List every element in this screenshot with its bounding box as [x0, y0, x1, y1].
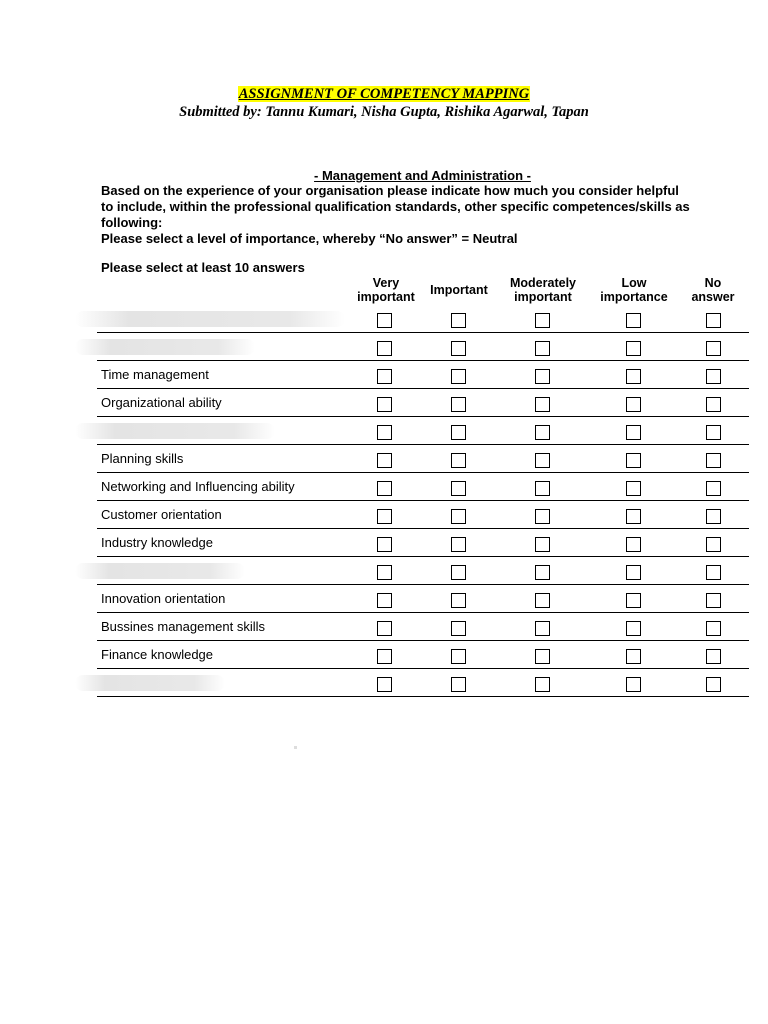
checkbox-moderately-important[interactable] [535, 425, 550, 440]
table-row [97, 613, 749, 641]
checkbox-moderately-important[interactable] [535, 509, 550, 524]
instruction: Please select at least 10 answers [101, 260, 305, 275]
checkbox-no-answer[interactable] [706, 313, 721, 328]
checkbox-important[interactable] [451, 649, 466, 664]
checkbox-moderately-important[interactable] [535, 649, 550, 664]
checkbox-very-important[interactable] [377, 369, 392, 384]
checkbox-no-answer[interactable] [706, 453, 721, 468]
col-header-very-important: Very important [357, 276, 415, 304]
checkbox-low-importance[interactable] [626, 649, 641, 664]
stray-mark [294, 746, 297, 749]
checkbox-important[interactable] [451, 453, 466, 468]
checkbox-important[interactable] [451, 509, 466, 524]
col-header-no-answer: No answer [691, 276, 735, 304]
checkbox-no-answer[interactable] [706, 593, 721, 608]
checkbox-moderately-important[interactable] [535, 481, 550, 496]
checkbox-low-importance[interactable] [626, 397, 641, 412]
checkbox-moderately-important[interactable] [535, 621, 550, 636]
checkbox-moderately-important[interactable] [535, 593, 550, 608]
competency-label: Planning skills [101, 451, 184, 466]
checkbox-very-important[interactable] [377, 677, 392, 692]
competency-label: Innovation orientation [101, 591, 226, 606]
table-row [97, 389, 749, 417]
intro-line: following: [101, 215, 163, 230]
checkbox-no-answer[interactable] [706, 341, 721, 356]
section-intro [101, 183, 751, 247]
table-row [97, 473, 749, 501]
checkbox-important[interactable] [451, 677, 466, 692]
table-row [97, 445, 749, 473]
table-row [97, 501, 749, 529]
checkbox-important[interactable] [451, 369, 466, 384]
redacted-label [75, 675, 225, 691]
checkbox-low-importance[interactable] [626, 481, 641, 496]
redacted-label [75, 339, 255, 355]
checkbox-very-important[interactable] [377, 313, 392, 328]
checkbox-no-answer[interactable] [706, 537, 721, 552]
checkbox-no-answer[interactable] [706, 369, 721, 384]
checkbox-moderately-important[interactable] [535, 565, 550, 580]
checkbox-low-importance[interactable] [626, 341, 641, 356]
table-row [97, 641, 749, 669]
checkbox-important[interactable] [451, 537, 466, 552]
checkbox-low-importance[interactable] [626, 509, 641, 524]
competency-label: Organizational ability [101, 395, 222, 410]
checkbox-very-important[interactable] [377, 481, 392, 496]
checkbox-moderately-important[interactable] [535, 397, 550, 412]
table-row [97, 585, 749, 613]
intro-line: Please select a level of importance, whereby “No answer” = Neutral [101, 231, 518, 246]
col-header-important: Important [430, 283, 488, 297]
checkbox-important[interactable] [451, 313, 466, 328]
checkbox-low-importance[interactable] [626, 537, 641, 552]
checkbox-low-importance[interactable] [626, 425, 641, 440]
checkbox-moderately-important[interactable] [535, 453, 550, 468]
checkbox-moderately-important[interactable] [535, 313, 550, 328]
competency-label: Finance knowledge [101, 647, 214, 662]
table-row [97, 305, 749, 333]
intro-line: Based on the experience of your organisation please indicate how much you consider helpful [101, 183, 679, 198]
checkbox-no-answer[interactable] [706, 565, 721, 580]
checkbox-very-important[interactable] [377, 621, 392, 636]
checkbox-very-important[interactable] [377, 593, 392, 608]
checkbox-low-importance[interactable] [626, 593, 641, 608]
checkbox-moderately-important[interactable] [535, 537, 550, 552]
checkbox-very-important[interactable] [377, 453, 392, 468]
redacted-label [75, 311, 345, 327]
checkbox-important[interactable] [451, 593, 466, 608]
checkbox-moderately-important[interactable] [535, 369, 550, 384]
checkbox-low-importance[interactable] [626, 621, 641, 636]
table-row [97, 361, 749, 389]
checkbox-moderately-important[interactable] [535, 677, 550, 692]
col-header-low-importance: Low importance [600, 276, 668, 304]
col-header-moderately-important: Moderately important [510, 276, 576, 304]
checkbox-important[interactable] [451, 425, 466, 440]
document-title: ASSIGNMENT OF COMPETENCY MAPPING [238, 86, 530, 102]
table-row [97, 669, 749, 697]
checkbox-very-important[interactable] [377, 397, 392, 412]
checkbox-very-important[interactable] [377, 509, 392, 524]
intro-line: to include, within the professional qualification standards, other specific competences/skills as [101, 199, 690, 214]
checkbox-no-answer[interactable] [706, 425, 721, 440]
competency-label: Industry knowledge [101, 535, 214, 550]
checkbox-low-importance[interactable] [626, 369, 641, 384]
redacted-label [75, 423, 275, 439]
checkbox-no-answer[interactable] [706, 649, 721, 664]
checkbox-low-importance[interactable] [626, 313, 641, 328]
competency-label: Bussines management skills [101, 619, 266, 634]
checkbox-no-answer[interactable] [706, 621, 721, 636]
checkbox-very-important[interactable] [377, 341, 392, 356]
table-row [97, 417, 749, 445]
checkbox-no-answer[interactable] [706, 481, 721, 496]
checkbox-very-important[interactable] [377, 565, 392, 580]
table-row [97, 557, 749, 585]
checkbox-very-important[interactable] [377, 425, 392, 440]
redacted-label [75, 563, 245, 579]
checkbox-very-important[interactable] [377, 649, 392, 664]
table-row [97, 529, 749, 557]
checkbox-low-importance[interactable] [626, 677, 641, 692]
section-heading: - Management and Administration - [314, 168, 531, 183]
checkbox-important[interactable] [451, 341, 466, 356]
competency-label: Time management [101, 367, 209, 382]
checkbox-no-answer[interactable] [706, 677, 721, 692]
competency-label: Networking and Influencing ability [101, 479, 295, 494]
checkbox-important[interactable] [451, 397, 466, 412]
submitted-by: Submitted by: Tannu Kumari, Nisha Gupta, Rishika Agarwal, Tapan [179, 104, 589, 120]
checkbox-moderately-important[interactable] [535, 341, 550, 356]
competency-label: Customer orientation [101, 507, 222, 522]
checkbox-low-importance[interactable] [626, 453, 641, 468]
table-row [97, 333, 749, 361]
checkbox-important[interactable] [451, 481, 466, 496]
checkbox-no-answer[interactable] [706, 397, 721, 412]
checkbox-very-important[interactable] [377, 537, 392, 552]
checkbox-important[interactable] [451, 621, 466, 636]
checkbox-important[interactable] [451, 565, 466, 580]
checkbox-no-answer[interactable] [706, 509, 721, 524]
checkbox-low-importance[interactable] [626, 565, 641, 580]
